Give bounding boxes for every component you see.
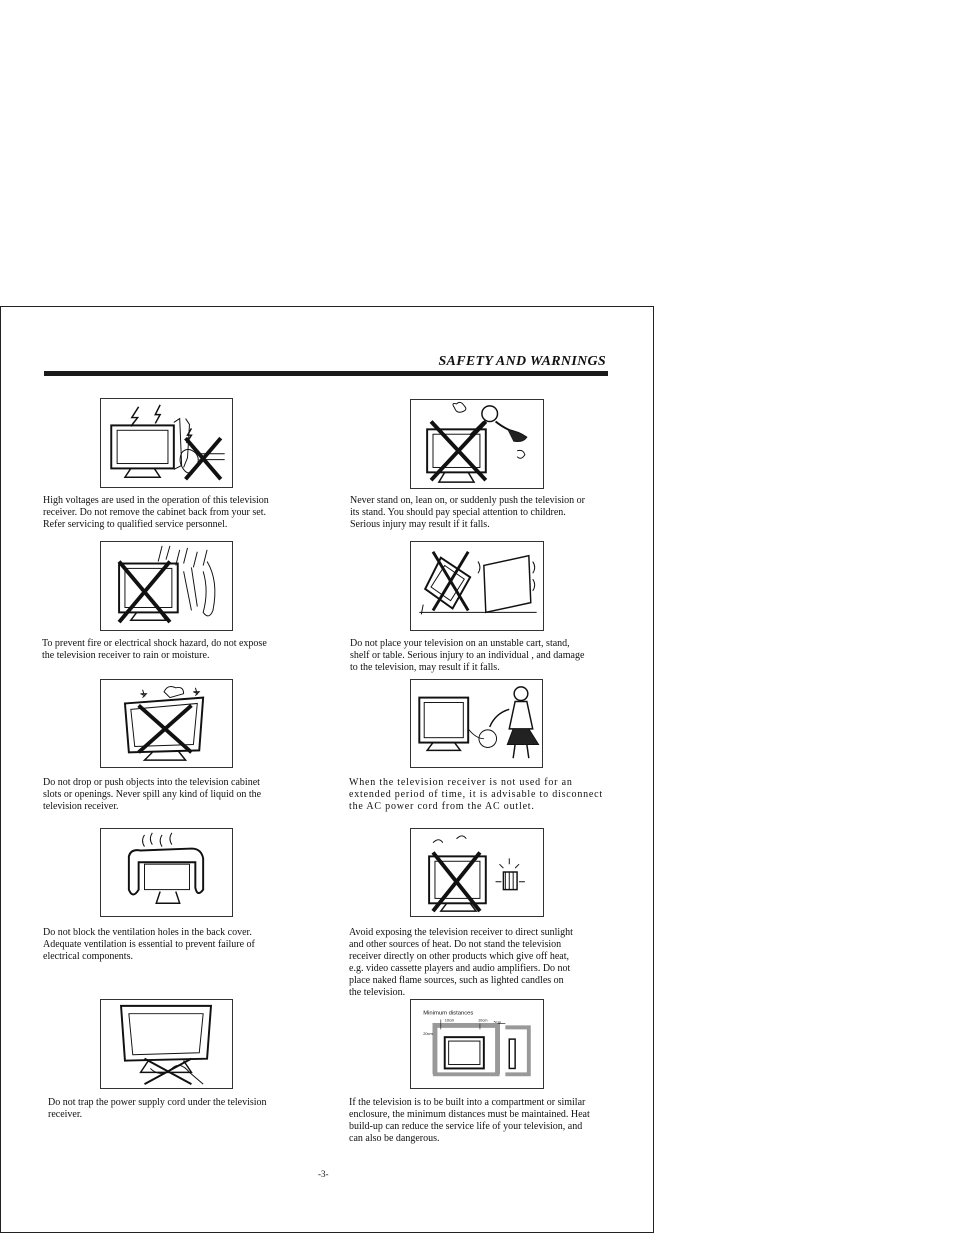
page-number: -3- [318, 1169, 329, 1179]
diagram-top-gap: 10cm [444, 1017, 455, 1023]
trapped-cord-icon [100, 999, 233, 1089]
warning-text-trapped-cord: Do not trap the power supply cord under the television receiver. [48, 1097, 267, 1120]
warning-text-high-voltage: High voltages are used in the operation of this television receiver. Do not remove the cabinet back from your set. Refer servicing to qualified service personnel. [43, 495, 269, 530]
page-frame [0, 306, 654, 1233]
child-leaning-icon [410, 399, 544, 489]
heat-source-icon [410, 828, 544, 917]
title-divider [44, 371, 608, 376]
rain-moisture-icon [100, 541, 233, 631]
minimum-distance-icon [410, 999, 544, 1089]
unstable-stand-icon [410, 541, 544, 631]
warning-text-minimum-distance: If the television is to be built into a compartment or similar enclosure, the minimum distances must be maintained. Heat build-up can reduce the service life of your television, and can also be dangerous. [349, 1097, 590, 1144]
warning-text-spill-liquid: Do not drop or push objects into the television cabinet slots or openings. Never spill any kind of liquid on the television receiver. [43, 777, 262, 812]
warning-text-unplug-cord: When the television receiver is not used for an extended period of time, it is advisable to disconnect the AC power cord from the AC outlet. [349, 777, 603, 812]
high-voltage-icon [100, 398, 233, 488]
page-title: SAFETY AND WARNINGS [438, 354, 606, 369]
warning-text-child-leaning: Never stand on, lean on, or suddenly push the television or its stand. You should pay special attention to children. Serious injury may result if it falls. [350, 495, 585, 530]
diagram-left-gap: 20cm [423, 1031, 433, 1037]
warning-text-unstable-stand: Do not place your television on an unstable cart, stand, shelf or table. Serious injury to an individual , and damage to the television, may result if it falls. [350, 638, 585, 673]
spill-liquid-icon [100, 679, 233, 768]
warning-text-rain-moisture: To prevent fire or electrical shock hazard, do not expose the television receiver to rain or moisture. [42, 638, 267, 661]
diagram-side-gap-a: 10cm [477, 1017, 488, 1023]
covered-vents-icon [100, 828, 233, 917]
diagram-side-gap-b: 5cm [493, 1019, 502, 1025]
diagram-title: Minimum distances [423, 1010, 474, 1017]
unplug-cord-icon [410, 679, 543, 768]
warning-text-heat-source: Avoid exposing the television receiver to direct sunlight and other sources of heat. Do not stand the television receiver directly on other products which give off heat, e.g. video cassette players and audio amplifiers. Do not place naked flame sources, such as lighted candles on the television. [349, 927, 573, 998]
warning-text-covered-vents: Do not block the ventilation holes in the back cover. Adequate ventilation is essential to prevent failure of electrical components. [43, 927, 255, 962]
